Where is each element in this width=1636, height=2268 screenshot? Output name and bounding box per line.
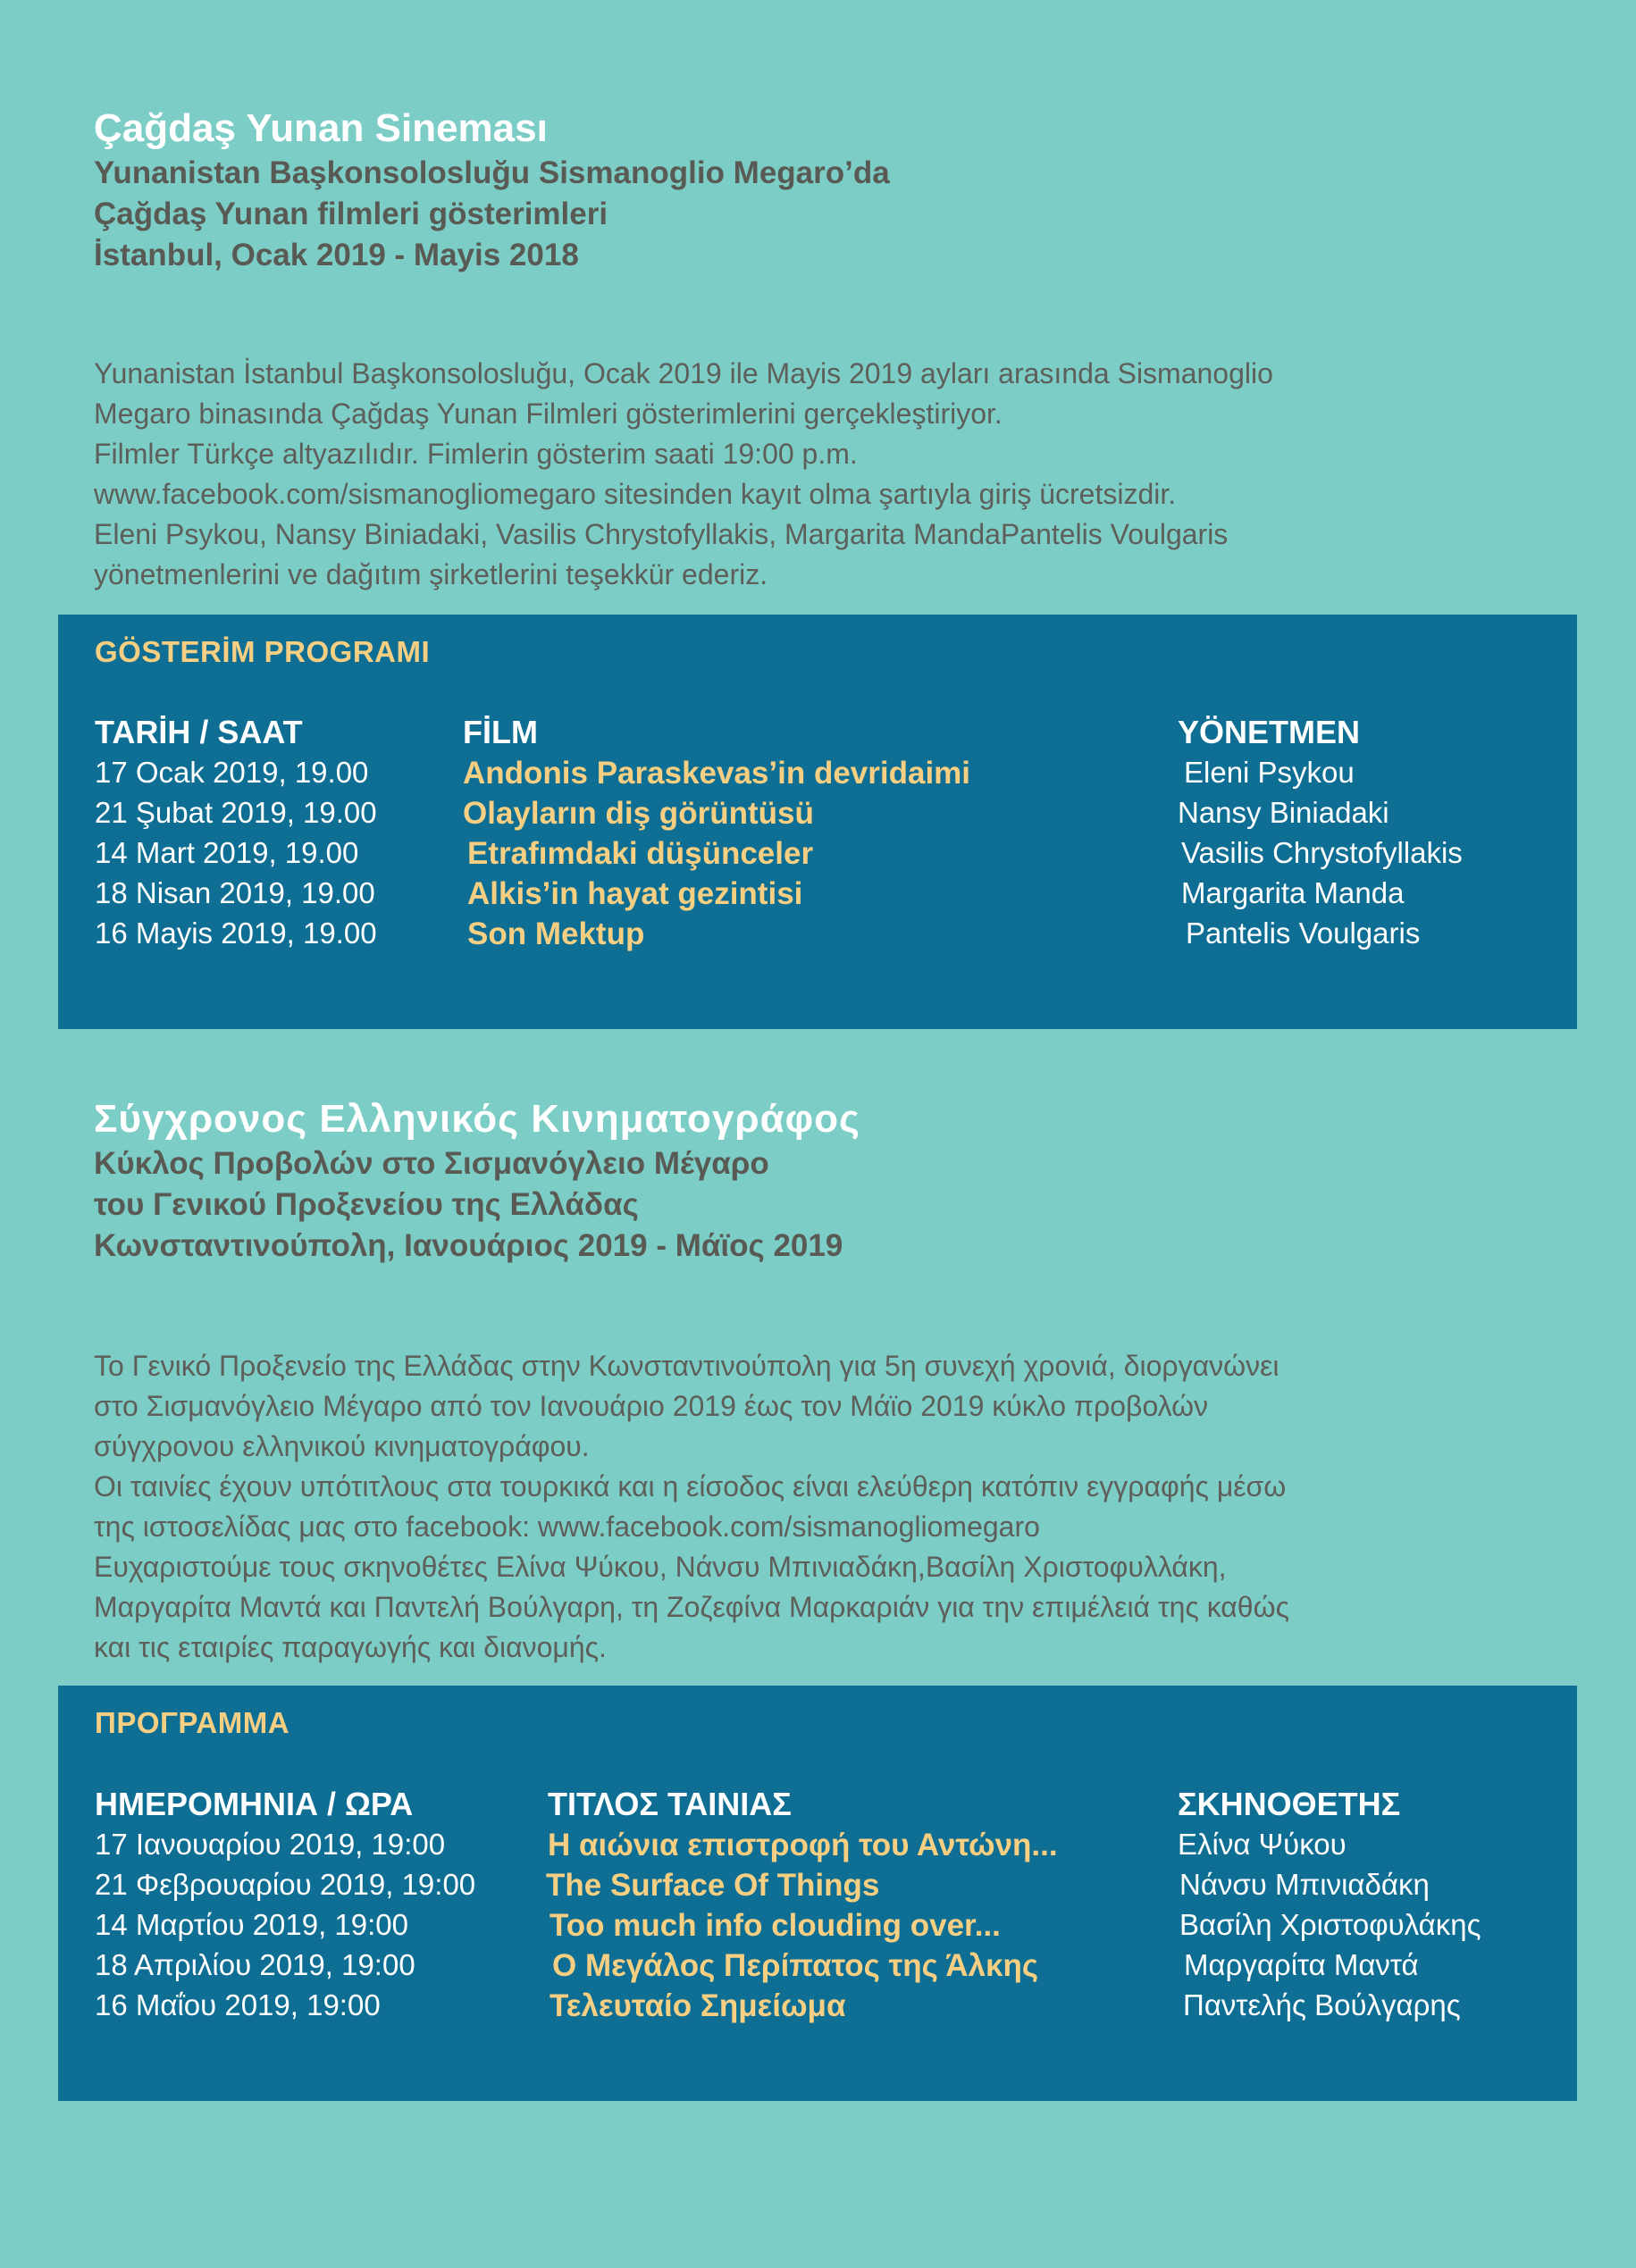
intro-line: Μαργαρίτα Μαντά και Παντελή Βούλγαρη, τη Ζοζεφίνα Μαρκαριάν για την επιμέλειά της καθώς <box>94 1591 1289 1623</box>
greek-subtitle-line: του Γενικού Προξενείου της Ελλάδας <box>94 1187 639 1222</box>
screening-date: 16 Μαΐου 2019, 19:00 <box>95 1988 381 2021</box>
screening-date: 21 Φεβρουαρίου 2019, 19:00 <box>95 1868 476 1901</box>
screening-date: 17 Ιανουαρίου 2019, 19:00 <box>95 1828 446 1861</box>
director-name: Βασίλη Χριστοφυλάκης <box>1179 1908 1481 1941</box>
turkish-subtitle-line: Yunanistan Başkonsolosluğu Sismanoglio Megaro’da <box>94 155 890 190</box>
intro-line: yönetmenlerini ve dağıtım şirketlerini teşekkür ederiz. <box>94 558 768 590</box>
screening-date: 17 Ocak 2019, 19.00 <box>95 756 369 789</box>
intro-line: Οι ταινίες έχουν υπότιτλους στα τουρκικά και η είσοδος είναι ελεύθερη κατόπιν εγγραφής μέσω <box>94 1470 1287 1502</box>
greek-program-title: ΠΡΟΓΡΑΜΜΑ <box>95 1706 290 1739</box>
intro-line: Megaro binasında Çağdaş Yunan Filmleri gösterimlerini gerçekleştiriyor. <box>94 398 1003 430</box>
column-header-film: ΤΙΤΛΟΣ ΤΑΙΝΙΑΣ <box>548 1786 792 1822</box>
film-title: The Surface Of Things <box>546 1868 880 1903</box>
film-title: Andonis Paraskevas’in devridaimi <box>463 756 971 791</box>
schedule-row <box>58 1828 1577 1868</box>
director-name: Margarita Manda <box>1181 876 1405 909</box>
turkish-intro <box>94 354 1559 595</box>
director-name: Pantelis Voulgaris <box>1186 916 1421 950</box>
film-title: Η αιώνια επιστροφή του Αντώνη... <box>548 1828 1058 1862</box>
schedule-row <box>58 1948 1577 1988</box>
schedule-row <box>58 876 1577 916</box>
film-title: Etrafımdaki düşünceler <box>467 836 814 871</box>
turkish-header <box>94 105 890 276</box>
schedule-row <box>58 916 1577 957</box>
intro-line: Filmler Türkçe altyazılıdır. Fimlerin gösterim saati 19:00 p.m. <box>94 438 858 470</box>
screening-date: 18 Απριλίου 2019, 19:00 <box>95 1948 415 1981</box>
turkish-subtitle-line: Çağdaş Yunan filmleri gösterimleri <box>94 197 608 231</box>
greek-subtitle-line: Κωνσταντινούπολη, Ιανουάριος 2019 - Μάϊος 2019 <box>94 1228 843 1263</box>
turkish-title: Çağdaş Yunan Sineması <box>94 106 548 150</box>
intro-line: www.facebook.com/sismanogliomegaro sitesinden kayıt olma şartıyla giriş ücretsizdir. <box>94 478 1177 510</box>
column-header-date: ΗΜΕΡΟΜΗΝΙΑ / ΩΡΑ <box>95 1786 414 1822</box>
screening-date: 18 Nisan 2019, 19.00 <box>95 876 375 909</box>
schedule-row <box>58 756 1577 796</box>
greek-header <box>94 1095 860 1267</box>
screening-date: 21 Şubat 2019, 19.00 <box>95 796 377 829</box>
intro-line: Ευχαριστούμε τους σκηνοθέτες Ελίνα Ψύκου, Νάνσυ Μπινιαδάκη,Βασίλη Χριστοφυλλάκη, <box>94 1551 1227 1583</box>
film-title: Olayların diş görüntüsü <box>463 796 814 831</box>
director-name: Μαργαρίτα Μαντά <box>1184 1948 1419 1981</box>
column-header-director: ΣΚΗΝΟΘΕΤΗΣ <box>1178 1786 1401 1822</box>
intro-line: και τις εταιρίες παραγωγής και διανομής. <box>94 1631 607 1663</box>
schedule-row <box>58 836 1577 876</box>
turkish-program-panel <box>58 615 1577 1029</box>
intro-line: σύγχρονου ελληνικού κινηματογράφου. <box>94 1430 590 1462</box>
intro-line: Το Γενικό Προξενείο της Ελλάδας στην Κωνσταντινούπολη για 5η συνεχή χρονιά, διοργανώνει <box>94 1350 1279 1382</box>
turkish-subtitle-line: İstanbul, Ocak 2019 - Mayis 2018 <box>94 238 579 272</box>
intro-line: της ιστοσελίδας μας στο facebook: www.facebook.com/sismanogliomegaro <box>94 1511 1040 1543</box>
schedule-row <box>58 796 1577 836</box>
greek-title: Σύγχρονος Ελληνικός Κινηματογράφος <box>94 1097 860 1141</box>
intro-line: Yunanistan İstanbul Başkonsolosluğu, Ocak 2019 ile Mayis 2019 ayları arasında Sismanoglio <box>94 357 1273 389</box>
intro-line: Eleni Psykou, Nansy Biniadaki, Vasilis Chrystofyllakis, Margarita MandaPantelis Voulgaris <box>94 518 1229 550</box>
greek-intro <box>94 1346 1559 1668</box>
schedule-row <box>58 1988 1577 2029</box>
director-name: Παντελής Βούλγαρης <box>1183 1988 1461 2021</box>
screening-date: 14 Mart 2019, 19.00 <box>95 836 359 869</box>
greek-program-panel <box>58 1686 1577 2101</box>
turkish-program-title: GÖSTERİM PROGRAMI <box>95 635 431 668</box>
film-title: Alkis’in hayat gezintisi <box>467 876 803 911</box>
director-name: Vasilis Chrystofyllakis <box>1181 836 1463 869</box>
film-title: Ο Μεγάλος Περίπατος της Άλκης <box>552 1948 1039 1983</box>
screening-date: 16 Mayis 2019, 19.00 <box>95 916 377 950</box>
column-header-film: FİLM <box>463 714 538 750</box>
schedule-row <box>58 1868 1577 1908</box>
director-name: Ελίνα Ψύκου <box>1178 1828 1347 1861</box>
director-name: Nansy Biniadaki <box>1178 796 1389 829</box>
film-title: Son Mektup <box>467 916 645 951</box>
screening-date: 14 Μαρτίου 2019, 19:00 <box>95 1908 409 1941</box>
film-title: Too much info clouding over... <box>550 1908 1001 1943</box>
film-title: Τελευταίο Σημείωμα <box>550 1988 846 2023</box>
intro-line: στο Σισμανόγλειο Μέγαρο από τον Ιανουάριο 2019 έως τον Μάϊο 2019 κύκλο προβολών <box>94 1390 1209 1422</box>
director-name: Νάνσυ Μπινιαδάκη <box>1179 1868 1430 1901</box>
schedule-row <box>58 1908 1577 1948</box>
director-name: Eleni Psykou <box>1184 756 1355 789</box>
greek-subtitle-line: Κύκλος Προβολών στο Σισμανόγλειο Μέγαρο <box>94 1146 769 1181</box>
column-header-date: TARİH / SAAT <box>95 714 303 750</box>
column-header-director: YÖNETMEN <box>1178 714 1361 750</box>
